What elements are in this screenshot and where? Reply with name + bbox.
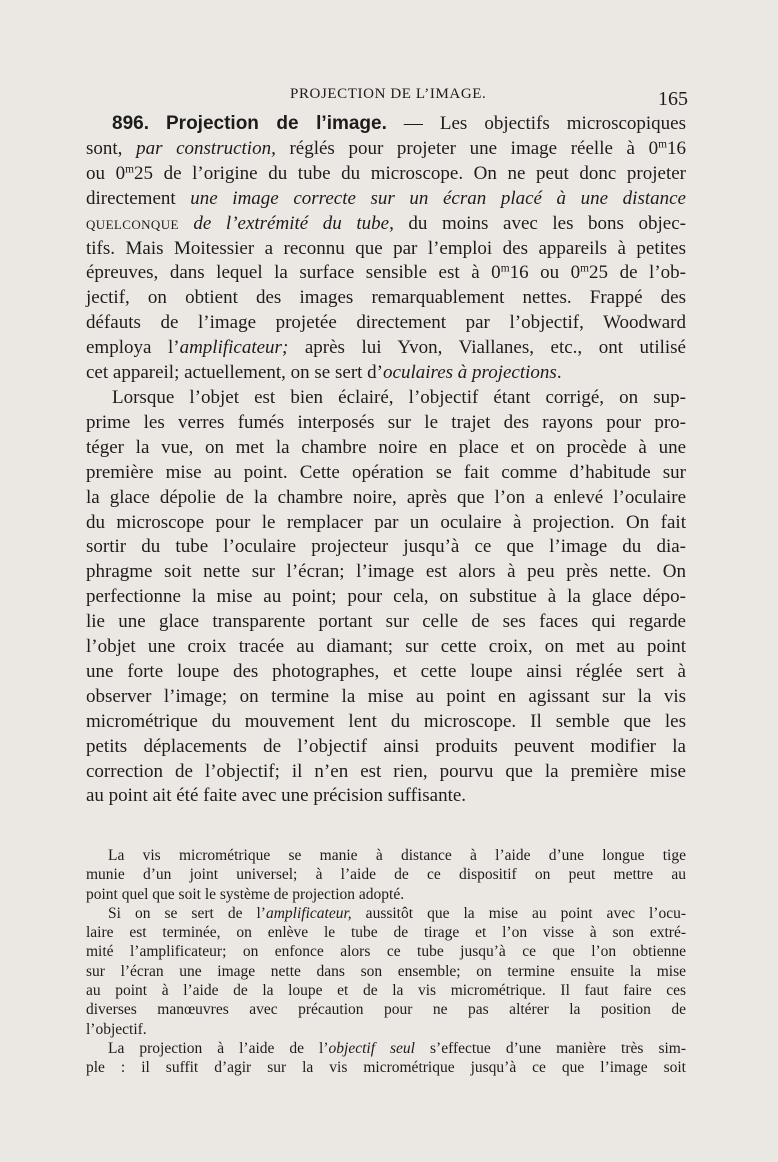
main-text: [86, 112, 686, 809]
text-line: l’objet une croix tracée au diamant; sur cette croix, on met au point: [86, 636, 686, 658]
section-heading-line: [86, 112, 686, 137]
text-line: [86, 261, 686, 286]
text-span: cet appareil; actuellement, on se sert d’: [86, 362, 384, 384]
text-span: employa l’: [86, 337, 180, 359]
section-title: Projection de l’image.: [166, 113, 387, 134]
footnote-line: La vis micrométrique se manie à distance à l’aide d’une longue tige: [108, 847, 686, 864]
page-number: 165: [658, 88, 688, 110]
text-span: 16 ou 0: [509, 262, 581, 284]
text-line: téger la vue, on met la chambre noire en place et on procède à une: [86, 436, 686, 458]
text-span: sont,: [86, 137, 137, 159]
text-line: micrométrique du mouvement lent du microscope. Il semble que les: [86, 710, 686, 732]
text-span: 25 de l’ob-: [589, 262, 686, 284]
text-line: [86, 187, 686, 212]
superscript: m: [580, 263, 590, 276]
italic-span: une image correcte sur un écran placé à une distance: [190, 187, 686, 209]
text-span: du moins avec les bons objec-: [393, 212, 687, 234]
text-span: 16: [667, 137, 686, 159]
footnote-line: [86, 1039, 686, 1058]
text-line: petits déplacements de l’objectif ainsi produits peuvent modifier la: [86, 735, 686, 757]
text-line: première mise au point. Cette opération se fait comme d’habitude sur: [86, 461, 686, 483]
text-line: — Les objectifs microscopiques: [386, 113, 687, 134]
text-line: sortir du tube l’oculaire projecteur jusqu’à ce que l’image du dia-: [86, 536, 686, 558]
text-line: lie une glace transparente portant sur celle de ses faces qui regarde: [86, 611, 686, 633]
footnote-line: au point à l’aide de la loupe et de la vis micrométrique. Il faut faire ces: [86, 982, 686, 1000]
superscript: m: [500, 263, 510, 276]
italic-span: amplificateur,: [265, 904, 352, 922]
superscript: m: [125, 163, 134, 176]
italic-span: amplificateur;: [179, 337, 289, 359]
text-line: perfectionne la mise au point; pour cela, on substitue à la glace dépo-: [86, 586, 686, 608]
footnote-line: point quel que soit le système de projection adopté.: [86, 885, 405, 903]
small-caps-span: quelconque: [86, 212, 179, 234]
section-number: 896.: [112, 113, 149, 134]
text-line: observer l’image; on termine la mise au point en agissant sur la vis: [86, 685, 686, 707]
text-line: tifs. Mais Moitessier a reconnu que par l’emploi des appareils à petites: [86, 237, 686, 259]
text-line: du microscope pour le remplacer par un oculaire à projection. On fait: [86, 511, 686, 533]
text-span: réglés pour projeter une image réelle à 0: [275, 137, 659, 159]
text-span: s’effectue d’une manière très sim-: [414, 1039, 687, 1057]
italic-span: de l’extrémité du tube,: [193, 212, 394, 234]
footnote-line: mité l’amplificateur; on enfonce alors ce tube jusqu’à ce que l’on obtienne: [86, 943, 686, 961]
footnote-line: [86, 904, 686, 923]
text-span: épreuves, dans lequel la surface sensible est à 0: [86, 262, 501, 284]
text-line: [86, 137, 686, 162]
running-head: PROJECTION DE L’IMAGE.: [290, 86, 487, 102]
superscript: m: [658, 138, 667, 151]
footnote-line: l’objectif.: [86, 1020, 147, 1038]
text-span: Si on se sert de l’: [108, 904, 266, 922]
text-line: jectif, on obtient des images remarquablement nettes. Frappé des: [86, 287, 686, 309]
text-line: au point ait été faite avec une précision suffisante.: [86, 785, 467, 807]
footnote-line: ple : il suffit d’agir sur la vis micrométrique jusqu’à ce que l’image soit: [86, 1059, 686, 1077]
text-line: défauts de l’image projetée directement par l’objectif, Woodward: [86, 312, 686, 334]
text-span: La projection à l’aide de l’: [108, 1039, 329, 1057]
text-line: [86, 361, 686, 386]
text-span: aussitôt que la mise au point avec l’ocu-: [351, 904, 686, 922]
text-span: [179, 213, 194, 234]
text-line: correction de l’objectif; il n’en est rien, pourvu que la première mise: [86, 760, 686, 782]
italic-span: oculaires à projections: [383, 362, 557, 384]
text-span: directement: [86, 187, 191, 209]
text-line: la glace dépolie de la chambre noire, après que l’on a enlevé l’oculaire: [86, 486, 686, 508]
text-span: 25 de l’origine du tube du microscope. On ne peut donc projeter: [134, 162, 687, 184]
italic-span: par construction,: [136, 137, 276, 159]
text-line: [86, 162, 686, 187]
text-line: prime les verres fumés interposés sur le trajet des rayons pour pro-: [86, 411, 686, 433]
text-line: phragme soit nette sur l’écran; l’image est alors à peu près nette. On: [86, 561, 686, 583]
text-line: [86, 336, 686, 361]
text-line: une forte loupe des photographes, et cette loupe ainsi réglée sert à: [86, 660, 686, 682]
footnote-line: laire est terminée, on enlève le tube de tirage et l’on visse à son extré-: [86, 924, 686, 942]
italic-span: objectif seul: [328, 1039, 415, 1057]
footnote-line: diverses manœuvres avec précaution pour ne pas altérer la position de: [86, 1001, 686, 1019]
text-span: .: [556, 362, 562, 384]
text-span: ou 0: [86, 162, 126, 184]
text-line: Lorsque l’objet est bien éclairé, l’objectif étant corrigé, on sup-: [112, 386, 686, 408]
footnote-line: sur l’écran une image nette dans son ensemble; on termine ensuite la mise: [86, 962, 686, 980]
footnotes: [86, 846, 686, 1078]
text-line: [86, 212, 686, 237]
footnote-line: munie d’un joint universel; à l’aide de ce dispositif on peut mettre au: [86, 866, 686, 884]
text-span: après lui Yvon, Viallanes, etc., ont utilisé: [288, 337, 686, 359]
